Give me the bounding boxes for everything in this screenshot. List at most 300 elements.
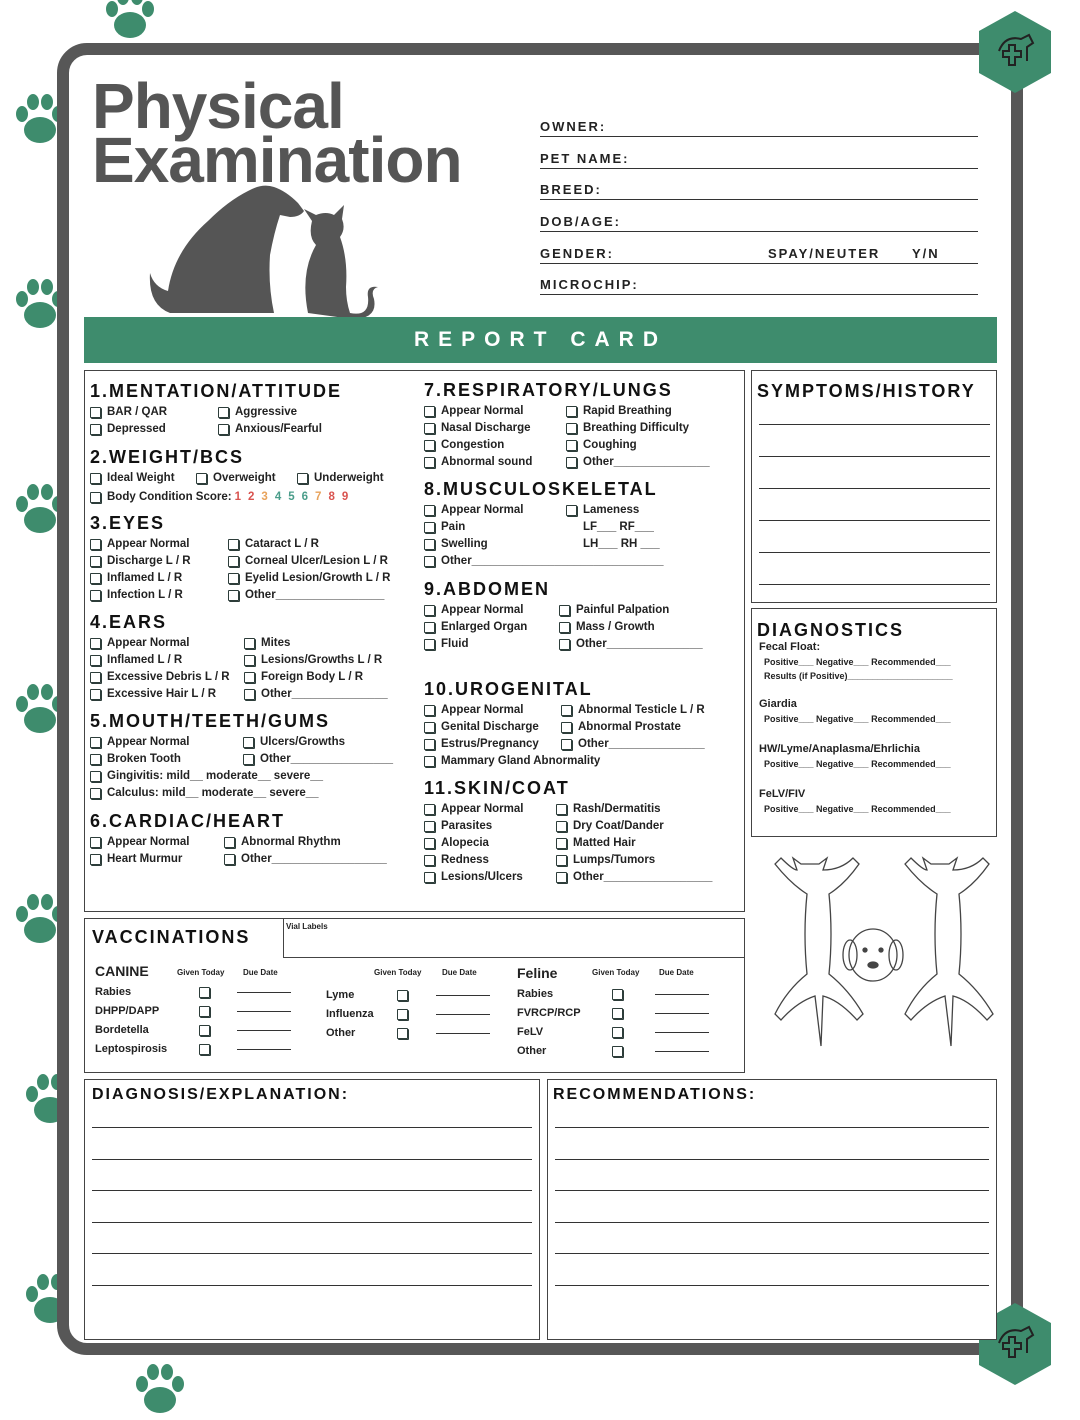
spay-neuter-label: SPAY/NEUTER [768,246,881,261]
checkbox[interactable] [244,655,255,666]
checkbox-item[interactable] [90,770,323,782]
checkbox-item[interactable] [556,854,655,866]
report-card-banner: REPORT CARD [84,317,997,363]
checkbox[interactable] [424,705,435,716]
checkbox[interactable] [243,737,254,748]
checkbox-label: Cataract L / R [245,538,319,550]
given-today-checkbox[interactable] [612,1008,623,1019]
checkbox-item[interactable] [218,406,297,418]
checkbox-item[interactable] [196,472,276,484]
field-dobage[interactable] [540,214,978,232]
bcs-score-7[interactable]: 7 [315,491,322,503]
checkbox[interactable] [244,672,255,683]
checkbox-item[interactable] [244,688,388,700]
checkbox[interactable] [424,622,435,633]
checkbox-item[interactable] [556,837,636,849]
checkbox-item[interactable] [90,637,189,649]
due-date-line[interactable] [237,1011,291,1012]
field-label: GENDER: [540,246,614,261]
checkbox-item[interactable] [90,538,189,550]
given-today-checkbox[interactable] [397,990,408,1001]
checkbox-item[interactable] [424,621,527,633]
checkbox[interactable] [90,556,101,567]
checkbox-item[interactable] [559,621,655,633]
diagnostic-result-line[interactable]: Positive___ Negative___ Recommended___ [764,759,951,769]
given-today-checkbox[interactable] [397,1028,408,1039]
checkbox-item[interactable] [424,504,523,516]
bcs-score-2[interactable]: 2 [248,491,255,503]
checkbox-label: Abnormal sound [441,456,533,468]
checkbox[interactable] [297,473,308,484]
diagnosis-line[interactable] [92,1127,532,1128]
field-label: OWNER: [540,119,607,134]
checkbox[interactable] [424,406,435,417]
checkbox-item[interactable] [424,803,523,815]
section-heading: 5.MOUTH/TEETH/GUMS [90,711,331,731]
checkbox-item[interactable] [561,704,705,716]
checkbox-item[interactable] [424,854,489,866]
checkbox[interactable] [424,423,435,434]
due-date-line[interactable] [436,1033,490,1034]
checkbox-label: LF___ RF___ [583,521,654,533]
checkbox[interactable] [559,639,570,650]
diagnostic-result-line[interactable]: Positive___ Negative___ Recommended___ [764,804,951,814]
checkbox[interactable] [90,573,101,584]
checkbox[interactable] [90,788,101,799]
checkbox-item[interactable] [583,521,654,533]
checkbox-label: Matted Hair [573,837,636,849]
checkbox[interactable] [218,407,229,418]
checkbox-label: Lumps/Tumors [573,854,656,866]
vaccine-name: Lyme [326,989,355,1001]
checkbox-label: Eyelid Lesion/Growth L / R [245,572,391,584]
checkbox-item[interactable] [424,521,465,533]
checkbox-label: Infection L / R [107,589,183,601]
checkbox[interactable] [244,689,255,700]
checkbox[interactable] [561,705,572,716]
checkbox-label: Excessive Hair L / R [107,688,217,700]
checkbox-label: Appear Normal [441,704,524,716]
diagnosis-box [84,1079,540,1340]
section-heading: 7.RESPIRATORY/LUNGS [424,380,673,400]
checkbox[interactable] [90,492,101,503]
checkbox-item[interactable] [424,439,504,451]
field-microchip[interactable] [540,277,978,295]
field-label: MICROCHIP: [540,277,639,292]
diagnostic-results-if-positive[interactable]: Results (if Positive)_____________________ [764,671,953,681]
checkbox[interactable] [90,539,101,550]
recommendations-line[interactable] [555,1253,989,1254]
checkbox[interactable] [90,837,101,848]
given-today-checkbox[interactable] [199,1006,210,1017]
checkbox-item[interactable] [583,538,660,550]
diagnosis-line[interactable] [92,1285,532,1286]
checkbox-item[interactable] [559,604,669,616]
checkbox-label: Foreign Body L / R [261,671,364,683]
checkbox[interactable] [556,821,567,832]
checkbox-label: Ideal Weight [107,472,175,484]
due-date-header: Due Date [442,968,477,977]
checkbox[interactable] [224,837,235,848]
paw-print-icon [100,0,160,45]
checkbox-label: Rapid Breathing [583,405,672,417]
checkbox-item[interactable] [561,721,681,733]
checkbox[interactable] [424,522,435,533]
bcs-score-5[interactable]: 5 [288,491,295,503]
checkbox[interactable] [196,473,207,484]
checkbox[interactable] [228,590,239,601]
checkbox-label: Alopecia [441,837,489,849]
checkbox[interactable] [424,872,435,883]
checkbox-label: Other______________________________ [441,555,664,567]
recommendations-line[interactable] [555,1127,989,1128]
checkbox-label: Corneal Ulcer/Lesion L / R [245,555,388,567]
given-today-header: Given Today [374,968,422,977]
checkbox[interactable] [556,872,567,883]
vaccine-name: Other [517,1045,547,1057]
checkbox-item[interactable] [566,422,689,434]
checkbox-label: Underweight [314,472,384,484]
due-date-header: Due Date [659,968,694,977]
page-title-line1: Physical [92,70,344,142]
checkbox[interactable] [561,739,572,750]
checkbox-item[interactable] [228,572,390,584]
checkbox-item[interactable] [243,736,345,748]
vaccine-name: Rabies [95,986,132,998]
checkbox-item[interactable] [90,423,166,435]
recommendations-line[interactable] [555,1285,989,1286]
checkbox[interactable] [90,689,101,700]
checkbox[interactable] [566,505,577,516]
checkbox-label: Other_________________ [245,589,385,601]
checkbox-item[interactable] [224,836,341,848]
checkbox[interactable] [90,771,101,782]
checkbox-item[interactable] [244,671,363,683]
checkbox-item[interactable] [228,589,384,601]
symptoms-line[interactable] [759,424,990,425]
checkbox[interactable] [566,406,577,417]
diagnostic-result-line[interactable]: Positive___ Negative___ Recommended___ [764,714,951,724]
checkbox[interactable] [244,638,255,649]
vet-logo-icon [979,11,1051,93]
checkbox-label: Other________________ [260,753,394,765]
checkbox-label: Abnormal Testicle L / R [578,704,705,716]
checkbox[interactable] [90,737,101,748]
checkbox-item[interactable] [561,738,705,750]
checkbox-label: Appear Normal [107,736,190,748]
field-gender[interactable] [540,246,978,264]
checkbox-item[interactable] [424,721,539,733]
checkbox-item[interactable] [566,405,672,417]
due-date-line[interactable] [655,1013,709,1014]
checkbox-item[interactable] [424,738,539,750]
checkbox-label: Broken Tooth [107,753,181,765]
recommendations-heading: RECOMMENDATIONS: [553,1086,757,1103]
checkbox-item[interactable] [424,405,523,417]
checkbox-item[interactable] [424,871,523,883]
checkbox-item[interactable] [228,538,319,550]
vial-labels-label: Vial Labels [286,922,328,931]
checkbox-item[interactable] [90,572,182,584]
checkbox-label: Heart Murmur [107,853,183,865]
bcs-score-9[interactable]: 9 [341,491,349,503]
field-label: PET NAME: [540,151,630,166]
checkbox-item[interactable] [424,820,492,832]
given-today-checkbox[interactable] [612,1046,623,1057]
field-label: DOB/AGE: [540,214,621,229]
checkbox[interactable] [566,457,577,468]
section-heading: 8.MUSCULOSKELETAL [424,479,658,499]
given-today-checkbox[interactable] [199,1044,210,1055]
bcs-score-3[interactable]: 3 [261,491,268,503]
checkbox[interactable] [559,605,570,616]
checkbox[interactable] [424,505,435,516]
field-label: BREED: [540,182,602,197]
checkbox[interactable] [224,854,235,865]
checkbox-label: Anxious/Fearful [235,423,322,435]
vaccine-name: FeLV [517,1026,544,1038]
symptoms-line[interactable] [759,456,990,457]
checkbox-label: Lesions/Growths L / R [261,654,383,666]
checkbox[interactable] [424,739,435,750]
checkbox-label: Appear Normal [441,803,524,815]
checkbox-label: Ulcers/Growths [260,736,345,748]
section-heading: 10.UROGENITAL [424,679,593,699]
page-title-line2: Examination [92,124,462,196]
canine-label: CANINE [95,963,149,979]
vaccine-name: Rabies [517,988,554,1000]
checkbox-item[interactable] [90,671,230,683]
checkbox-item[interactable] [90,406,167,418]
given-today-checkbox[interactable] [397,1009,408,1020]
due-date-header: Due Date [243,968,278,977]
checkbox-label: LH___ RH ___ [583,538,660,550]
given-today-header: Given Today [177,968,225,977]
checkbox[interactable] [90,638,101,649]
recommendations-line[interactable] [555,1222,989,1223]
checkbox[interactable] [90,672,101,683]
yes-no-label: Y/N [912,246,940,261]
checkbox[interactable] [559,622,570,633]
diagnosis-line[interactable] [92,1190,532,1191]
symptoms-line[interactable] [759,584,990,585]
checkbox-item[interactable] [424,837,489,849]
field-petname[interactable] [540,151,978,169]
checkbox-label: Parasites [441,820,493,832]
checkbox-label: Discharge L / R [107,555,191,567]
checkbox-label: Other_______________ [261,688,388,700]
checkbox-label: Depressed [107,423,166,435]
checkbox-label: Body Condition Score: [107,491,232,503]
checkbox-label: Appear Normal [441,405,524,417]
checkbox-label: Pain [441,521,466,533]
diagnostics-heading: DIAGNOSTICS [757,620,905,640]
checkbox-label: Mass / Growth [576,621,655,633]
checkbox[interactable] [424,855,435,866]
checkbox-label: Excessive Debris L / R [107,671,230,683]
checkbox-item[interactable] [424,422,531,434]
checkbox-item[interactable] [90,555,191,567]
checkbox-item[interactable] [424,604,523,616]
checkbox-item[interactable] [424,456,532,468]
due-date-line[interactable] [655,1032,709,1033]
recommendations-line[interactable] [555,1190,989,1191]
checkbox-label: Nasal Discharge [441,422,531,434]
given-today-header: Given Today [592,968,640,977]
bcs-score-6[interactable]: 6 [301,491,309,503]
recommendations-line[interactable] [555,1159,989,1160]
checkbox[interactable] [424,756,435,767]
checkbox[interactable] [218,424,229,435]
checkbox[interactable] [424,457,435,468]
checkbox-item[interactable] [566,504,639,516]
checkbox-label: Enlarged Organ [441,621,528,633]
bcs-score-1[interactable]: 1 [234,491,241,503]
checkbox-item[interactable] [556,803,661,815]
checkbox-item[interactable] [559,638,703,650]
due-date-line[interactable] [655,1051,709,1052]
checkbox[interactable] [228,539,239,550]
body-diagram-icon [752,850,998,1065]
checkbox[interactable] [90,424,101,435]
checkbox-item[interactable] [244,637,290,649]
diagnosis-line[interactable] [92,1159,532,1160]
checkbox-item[interactable] [90,491,348,503]
checkbox-label: Overweight [213,472,276,484]
checkbox-item[interactable] [224,853,387,865]
feline-label: Feline [517,965,558,981]
checkbox-item[interactable] [556,871,712,883]
checkbox-label: Gingivitis: mild__ moderate__ severe__ [107,770,324,782]
checkbox-label: Rash/Dermatitis [573,803,661,815]
due-date-line[interactable] [655,994,709,995]
checkbox-item[interactable] [297,472,384,484]
checkbox[interactable] [561,722,572,733]
bcs-score-4[interactable]: 4 [274,491,282,503]
checkbox-item[interactable] [90,736,189,748]
checkbox-item[interactable] [424,704,523,716]
checkbox[interactable] [90,854,101,865]
checkbox[interactable] [556,838,567,849]
checkbox[interactable] [90,407,101,418]
checkbox-item[interactable] [90,787,319,799]
checkbox[interactable] [424,804,435,815]
checkbox[interactable] [556,855,567,866]
checkbox-label: Appear Normal [107,836,190,848]
diagnosis-line[interactable] [92,1253,532,1254]
due-date-line[interactable] [237,1049,291,1050]
checkbox[interactable] [424,605,435,616]
bcs-score-8[interactable]: 8 [328,491,335,503]
checkbox[interactable] [424,838,435,849]
symptoms-line[interactable] [759,520,990,521]
diagnostic-result-line[interactable]: Positive___ Negative___ Recommended___ [764,657,951,667]
checkbox-item[interactable] [228,555,388,567]
given-today-checkbox[interactable] [612,989,623,1000]
checkbox-label: Appear Normal [441,504,524,516]
checkbox-item[interactable] [218,423,322,435]
checkbox-item[interactable] [90,589,183,601]
vaccine-name: Other [326,1027,356,1039]
checkbox-label: Other_______________ [583,456,710,468]
symptoms-history-box [751,370,997,603]
checkbox-label: Mammary Gland Abnormality [441,755,601,767]
checkbox-label: Aggressive [235,406,298,418]
checkbox-label: Breathing Difficulty [583,422,690,434]
due-date-line[interactable] [237,1030,291,1031]
checkbox-item[interactable] [566,456,710,468]
checkbox-item[interactable] [424,555,664,567]
checkbox-item[interactable] [90,654,182,666]
vaccine-name: Influenza [326,1008,374,1020]
vial-labels-box [283,918,745,958]
checkbox[interactable] [424,821,435,832]
due-date-line[interactable] [237,992,291,993]
checkbox[interactable] [424,639,435,650]
checkbox-item[interactable] [90,472,175,484]
checkbox-label: Abnormal Prostate [578,721,681,733]
checkbox[interactable] [228,556,239,567]
checkbox-item[interactable] [566,439,637,451]
checkbox[interactable] [90,473,101,484]
checkbox-item[interactable] [556,820,664,832]
checkbox[interactable] [424,556,435,567]
checkbox-label: Painful Palpation [576,604,670,616]
checkbox-item[interactable] [243,753,393,765]
checkbox[interactable] [90,754,101,765]
checkbox[interactable] [424,722,435,733]
given-today-checkbox[interactable] [199,1025,210,1036]
checkbox[interactable] [424,539,435,550]
checkbox[interactable] [243,754,254,765]
checkbox[interactable] [556,804,567,815]
diagnostic-test-name: Giardia [759,698,797,710]
recommendations-box [547,1079,997,1340]
checkbox-item[interactable] [90,753,181,765]
checkbox-label: BAR / QAR [107,406,168,418]
checkbox-item[interactable] [424,755,600,767]
checkbox-label: Other__________________ [241,853,387,865]
due-date-line[interactable] [436,1014,490,1015]
symptoms-heading: SYMPTOMS/HISTORY [757,381,976,401]
field-breed[interactable] [540,182,978,200]
checkbox-item[interactable] [90,853,182,865]
symptoms-line[interactable] [759,488,990,489]
vaccinations-heading: VACCINATIONS [92,927,251,947]
checkbox[interactable] [90,590,101,601]
field-owner[interactable] [540,119,978,137]
given-today-checkbox[interactable] [199,987,210,998]
given-today-checkbox[interactable] [612,1027,623,1038]
section-heading: 11.SKIN/COAT [424,778,570,798]
symptoms-line[interactable] [759,552,990,553]
checkbox-item[interactable] [90,836,189,848]
checkbox[interactable] [90,655,101,666]
checkbox-item[interactable] [424,638,468,650]
checkbox[interactable] [424,440,435,451]
checkbox[interactable] [566,423,577,434]
due-date-line[interactable] [436,995,490,996]
checkbox-item[interactable] [244,654,382,666]
checkbox[interactable] [228,573,239,584]
checkbox-label: Calculus: mild__ moderate__ severe__ [107,787,319,799]
checkbox[interactable] [566,440,577,451]
checkbox-label: Inflamed L / R [107,654,183,666]
checkbox-item[interactable] [424,538,488,550]
checkbox-item[interactable] [90,688,216,700]
paw-print-icon [130,1360,190,1420]
diagnosis-line[interactable] [92,1222,532,1223]
